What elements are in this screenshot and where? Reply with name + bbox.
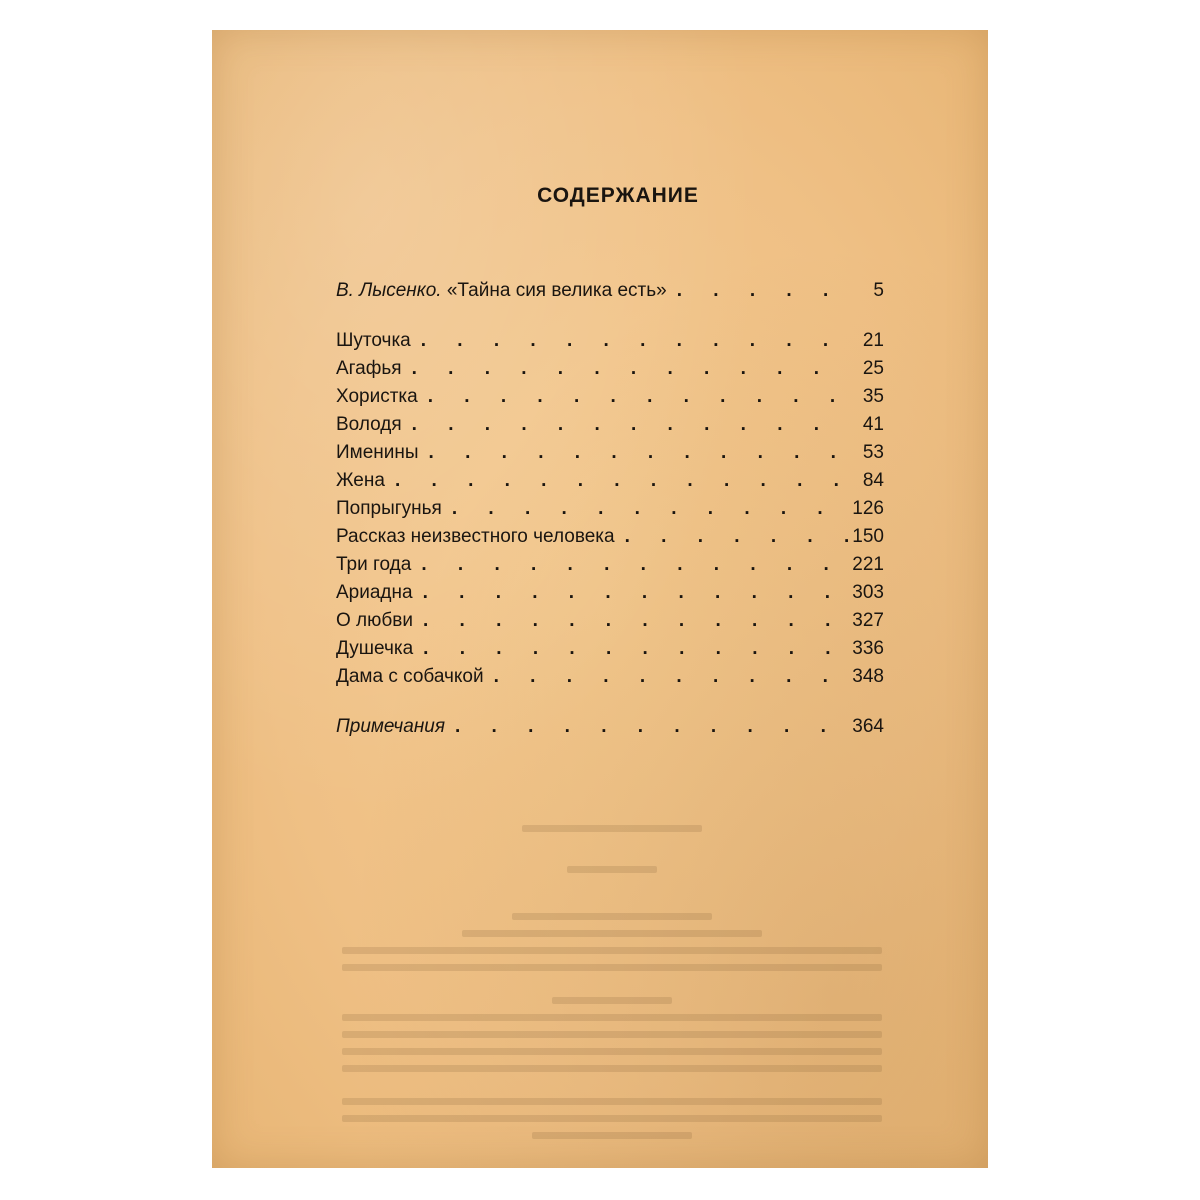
toc-entry: [336, 383, 884, 411]
table-of-contents: [336, 277, 884, 741]
faded-text-line: [342, 1098, 882, 1105]
leader-dots: [442, 495, 848, 523]
faded-text-line: [532, 1132, 692, 1139]
toc-entry-title: Агафья: [336, 358, 402, 379]
toc-entry-page: 35: [862, 386, 884, 407]
toc-notes-row: [336, 713, 884, 741]
toc-entry-title: Именины: [336, 442, 419, 463]
toc-entry-page: 221: [852, 554, 884, 575]
toc-intro-page: 5: [873, 280, 884, 301]
toc-entry-page: 53: [862, 442, 884, 463]
leader-dots: [418, 383, 848, 411]
toc-entry-page: 336: [852, 638, 884, 659]
toc-entry-page: 327: [852, 610, 884, 631]
toc-entry-page: 348: [852, 666, 884, 687]
toc-entry: [336, 635, 884, 663]
toc-entry-title: О любви: [336, 610, 413, 631]
leader-dots: [667, 277, 848, 305]
toc-entry-title: Володя: [336, 414, 402, 435]
faded-text-line: [342, 1065, 882, 1072]
faded-text-line: [462, 930, 762, 937]
toc-entry-title: Хористка: [336, 386, 418, 407]
faded-text-line: [567, 866, 657, 873]
toc-entry: [336, 467, 884, 495]
faded-text-line: [552, 997, 672, 1004]
toc-entry-page: 41: [862, 414, 884, 435]
toc-entry: [336, 579, 884, 607]
faded-text-line: [342, 964, 882, 971]
toc-entry: [336, 663, 884, 691]
leader-dots: [419, 439, 848, 467]
toc-entry-title: Душечка: [336, 638, 414, 659]
leader-dots: [615, 523, 848, 551]
toc-entry: [336, 607, 884, 635]
book-page: [212, 30, 988, 1168]
toc-notes-page: 364: [852, 716, 884, 737]
leader-dots: [411, 551, 848, 579]
toc-intro-author: В. Лысенко.: [336, 280, 442, 301]
toc-entry-page: 150: [852, 526, 884, 547]
faded-text-line: [512, 913, 712, 920]
toc-entry-page: 21: [862, 330, 884, 351]
toc-entry-page: 84: [862, 470, 884, 491]
leader-dots: [411, 327, 848, 355]
toc-entry-title: Попрыгунья: [336, 498, 442, 519]
faded-imprint-block: [342, 815, 882, 1149]
faded-text-line: [342, 1048, 882, 1055]
toc-entry: [336, 355, 884, 383]
faded-text-line: [342, 947, 882, 954]
toc-entry-page: 25: [862, 358, 884, 379]
leader-dots: [385, 467, 848, 495]
toc-notes-title: Примечания: [336, 716, 445, 737]
leader-dots: [445, 713, 848, 741]
toc-entry-page: 303: [852, 582, 884, 603]
toc-entry-title: Рассказ неизвестного человека: [336, 526, 615, 547]
leader-dots: [402, 411, 848, 439]
faded-text-line: [522, 825, 702, 832]
toc-intro-label: [336, 277, 667, 305]
toc-entry-title: Дама с собачкой: [336, 666, 484, 687]
toc-entry: [336, 551, 884, 579]
toc-intro-row: [336, 277, 884, 305]
toc-entry-title: Жена: [336, 470, 385, 491]
toc-entry: [336, 411, 884, 439]
toc-entry-title: Шуточка: [336, 330, 411, 351]
page-title: СОДЕРЖАНИЕ: [537, 184, 699, 207]
faded-text-line: [342, 1014, 882, 1021]
toc-intro-title: «Тайна сия велика есть»: [446, 280, 667, 301]
toc-entry: [336, 523, 884, 551]
leader-dots: [413, 579, 848, 607]
toc-entry-title: Три года: [336, 554, 412, 575]
toc-entry-title: Ариадна: [336, 582, 413, 603]
faded-text-line: [342, 1115, 882, 1122]
toc-entry-page: 126: [852, 498, 884, 519]
faded-text-line: [342, 1031, 882, 1038]
toc-entry: [336, 439, 884, 467]
toc-entry: [336, 327, 884, 355]
leader-dots: [413, 635, 848, 663]
toc-entry: [336, 495, 884, 523]
leader-dots: [402, 355, 848, 383]
leader-dots: [484, 663, 848, 691]
leader-dots: [413, 607, 848, 635]
